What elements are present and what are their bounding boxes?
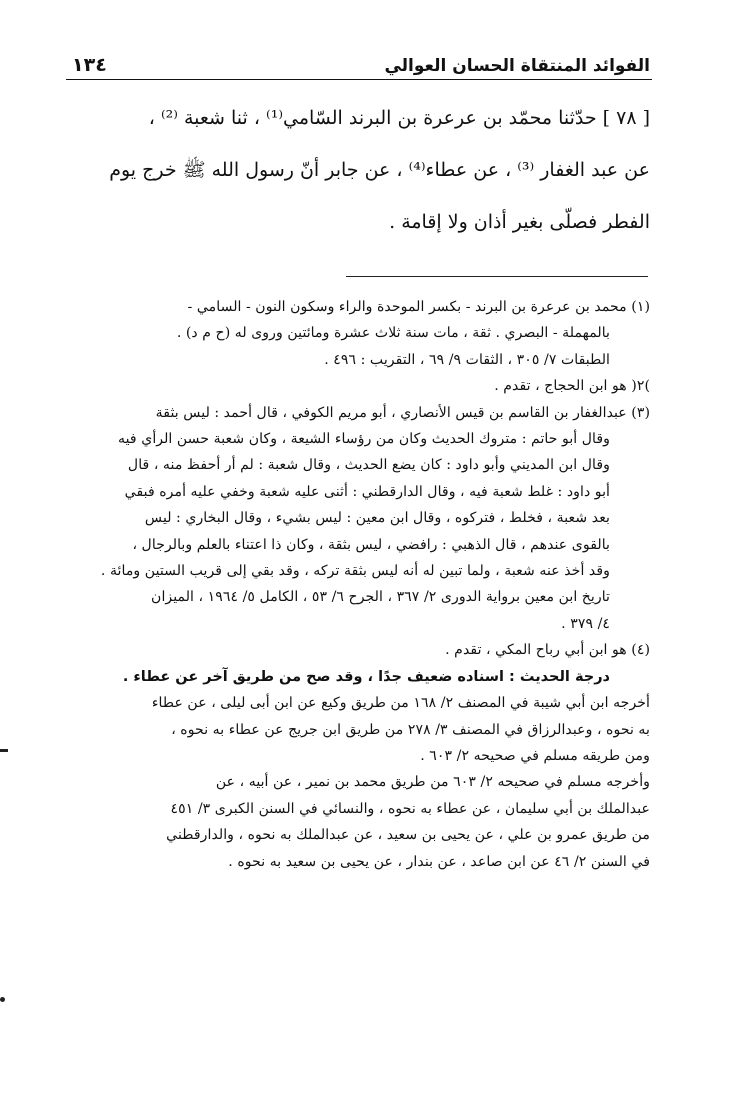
- takhrij-line: ومن طريقه مسلم في صحيحه ٢/ ٦٠٣ .: [420, 747, 650, 764]
- footnote-line: (٣) عبدالغفار بن القاسم بن قيس الأنصاري ، أبو مريم الكوفي ، قال أحمد : ليس بثقة: [155, 404, 650, 421]
- takhrij-line: به نحوه ، وعبدالرزاق في المصنف ٣/ ٢٧٨ من طريق ابن جريج عن عطاء به نحوه ،: [171, 721, 650, 738]
- page-header: [72, 40, 650, 76]
- footnote-line: )٢( هو ابن الحجاج ، تقدم .: [494, 378, 650, 395]
- footnote-line: ٤/ ٣٧٩ .: [561, 615, 610, 632]
- footnote-line: بعد شعبة ، فخلط ، فتركوه ، وقال ابن معين : ليس بشيء ، وقال البخاري : ليس: [144, 510, 610, 527]
- footnote-line: الطبقات ٧/ ٣٠٥ ، الثقات ٩/ ٦٩ ، التقريب : ٤٩٦ .: [324, 351, 610, 368]
- footnote-2: [70, 373, 650, 399]
- footnote-line: بالمهملة - البصري . ثقة ، مات سنة ثلاث عشرة ومائتين وروى له (ح م د) .: [176, 325, 610, 342]
- footnote-3: [70, 400, 650, 638]
- footnote-line: (٤) هو ابن أبي رباح المكي ، تقدم .: [445, 642, 650, 659]
- margin-mark: [0, 997, 5, 1002]
- takhrij-line: أخرجه ابن أبي شيبة في المصنف ٢/ ١٦٨ من طريق وكيع عن ابن أبى ليلى ، عن عطاء: [151, 695, 650, 712]
- footnote-line: أبو داود : غلط شعبة فيه ، وقال الدارقطني : أثنى عليه شعبة وخفي عليه أمره فبقي: [124, 483, 610, 500]
- takhrij-line: في السنن ٢/ ٤٦ عن ابن صاعد ، عن بندار ، عن يحيى بن سعيد به نحوه .: [228, 853, 650, 870]
- footnote-line: وقال أبو حاتم : متروك الحديث وكان من رؤساء الشيعة ، وكان شعبة حسن الرأي فيه: [118, 431, 610, 448]
- page-number: ١٣٤: [72, 54, 107, 76]
- hadith-text: [96, 92, 650, 248]
- footnote-line: (١) محمد بن عرعرة بن البرند - بكسر الموحدة والراء وسكون النون - السامي -: [187, 299, 650, 315]
- margin-mark: [0, 749, 8, 752]
- footnote-1: [70, 294, 650, 373]
- takhrij-line: وأخرجه مسلم في صحيحه ٢/ ٦٠٣ من طريق محمد بن نمير ، عن أبيه ، عن: [215, 774, 650, 791]
- footnote-separator: [346, 276, 648, 277]
- footnote-line: بالقوى عندهم ، قال الذهبي : رافضي ، ليس بثقة ، وكان ذا اعتناء بالعلم وبالرجال ،: [132, 536, 610, 553]
- hadith-line: [ ٧٨ ] حدّثنا محمّد بن عرعرة بن البرند السّامي⁽¹⁾ ، ثنا شعبة ⁽²⁾ ،: [148, 107, 650, 129]
- footnote-4: [70, 637, 650, 875]
- hadith-grade: درجة الحديث : اسناده ضعيف جدًا ، وقد صح من طريق آخر عن عطاء .: [122, 668, 610, 685]
- header-rule: [66, 79, 652, 80]
- hadith-line: الفطر فصلّى بغير أذان ولا إقامة .: [389, 211, 650, 233]
- running-title: الفوائد المنتقاة الحسان العوالي: [384, 56, 650, 76]
- footnote-line: وقد أخذ عنه شعبة ، ولما تبين له أنه ليس بثقة تركه ، وقد بقي إلى قريب الستين ومائة .: [100, 563, 610, 580]
- footnote-line: وقال ابن المديني وأبو داود : كان يضع الحديث ، وقال شعبة : لم أر أحفظ منه ، قال: [127, 457, 610, 474]
- footnotes-section: [70, 294, 650, 875]
- takhrij-line: عبدالملك بن أبي سليمان ، عن عطاء به نحوه ، والنسائي في السنن الكبرى ٣/ ٤٥١: [170, 800, 650, 817]
- footnote-line: تاريخ ابن معين برواية الدورى ٢/ ٣٦٧ ، الجرح ٦/ ٥٣ ، الكامل ٥/ ١٩٦٤ ، الميزان: [151, 589, 610, 606]
- takhrij-line: من طريق عمرو بن علي ، عن يحيى بن سعيد ، عن عبدالملك به نحوه ، والدارقطني: [166, 827, 650, 844]
- hadith-line: عن عبد الغفار ⁽³⁾ ، عن عطاء⁽⁴⁾ ، عن جابر أنّ رسول الله ﷺ خرج يوم: [109, 159, 650, 181]
